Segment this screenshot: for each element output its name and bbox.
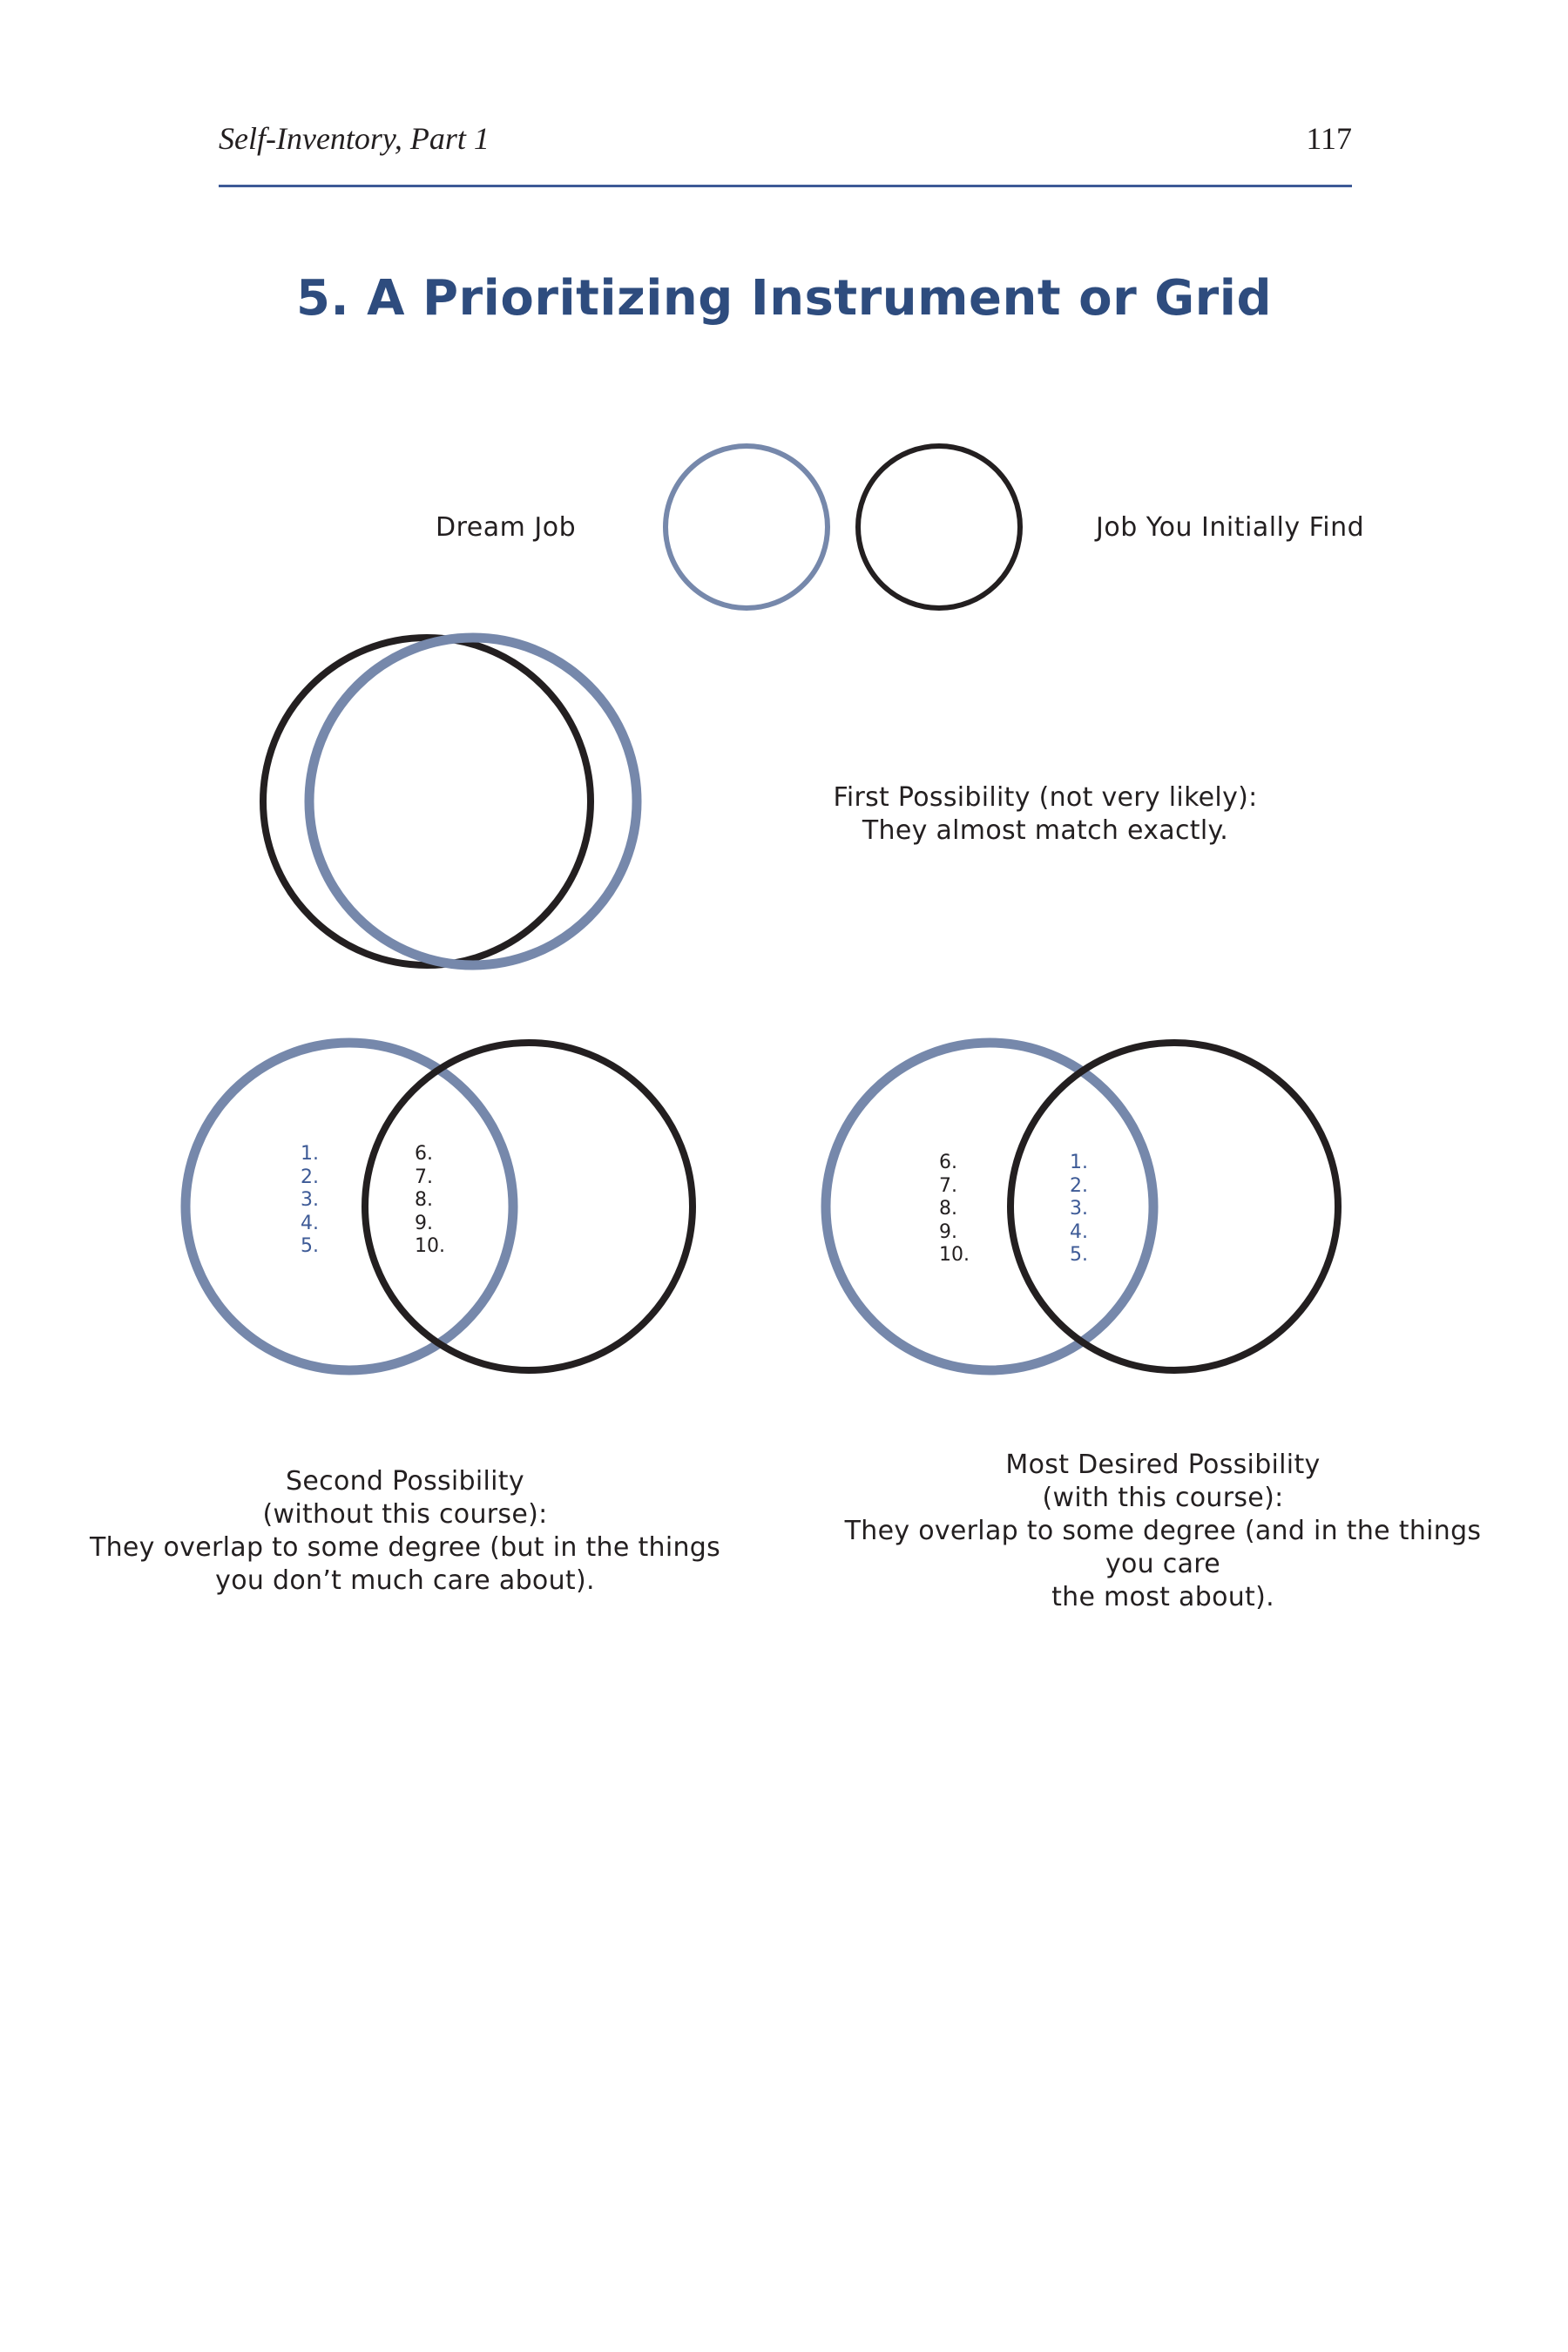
dream-job-label: Dream Job [436,512,577,543]
running-title: Self-Inventory, Part 1 [219,121,490,156]
second-possibility-line: They overlap to some degree (but in the things [89,1532,721,1563]
second-possibility-line: Second Possibility [286,1466,524,1497]
priority-number: 8. [939,1198,957,1220]
second-possibility-line: (without this course): [262,1499,548,1530]
first-possibility-line: First Possibility (not very likely): [833,782,1258,813]
desired-possibility-line: the most about). [1051,1582,1274,1612]
priority-number: 4. [1070,1220,1088,1243]
legend-job-found-circle [858,446,1020,608]
desired-job-found-circle [1010,1043,1338,1370]
desired-dream-priorities-list [939,1152,970,1267]
desired-overlap-priorities-list [1070,1152,1088,1267]
section-title: 5. A Prioritizing Instrument or Grid [295,270,1273,327]
legend-dream-job-circle [666,446,828,608]
priority-number: 1. [301,1143,319,1165]
priority-number: 2. [301,1166,319,1188]
priority-number: 7. [939,1174,957,1197]
priority-number: 6. [939,1152,957,1173]
priority-number: 5. [1070,1244,1088,1266]
desired-possibility-line: Most Desired Possibility [1005,1450,1321,1480]
priority-number: 4. [301,1212,319,1234]
priority-number: 5. [301,1235,319,1257]
desired-possibility-line: (with this course): [1042,1483,1284,1513]
priority-number: 3. [301,1189,319,1211]
job-initially-find-label: Job You Initially Find [1096,512,1365,543]
second-overlap-priorities-list [415,1143,445,1259]
second-dream-priorities-list [301,1143,319,1259]
priority-number: 8. [415,1189,433,1211]
second-possibility-caption [52,1465,758,1598]
priority-number: 7. [415,1166,433,1188]
desired-possibility-line: you care [1105,1549,1221,1579]
page-number: 117 [1306,121,1352,156]
first-possibility-line: They almost match exactly. [862,815,1229,846]
priority-number: 10. [939,1244,970,1266]
first-possibility-caption [784,781,1307,848]
priority-number: 9. [939,1220,957,1243]
priority-number: 10. [415,1235,445,1257]
priority-number: 6. [415,1143,433,1165]
priority-number: 3. [1070,1198,1088,1220]
priority-number: 9. [415,1212,433,1234]
desired-possibility-caption [810,1449,1516,1614]
desired-possibility-line: They overlap to some degree (and in the things [844,1516,1482,1546]
desired-dream-job-circle [826,1043,1153,1370]
priority-number: 2. [1070,1174,1088,1197]
second-possibility-line: you don’t much care about). [215,1565,595,1596]
priority-number: 1. [1070,1152,1088,1173]
second-dream-job-circle [186,1043,513,1370]
